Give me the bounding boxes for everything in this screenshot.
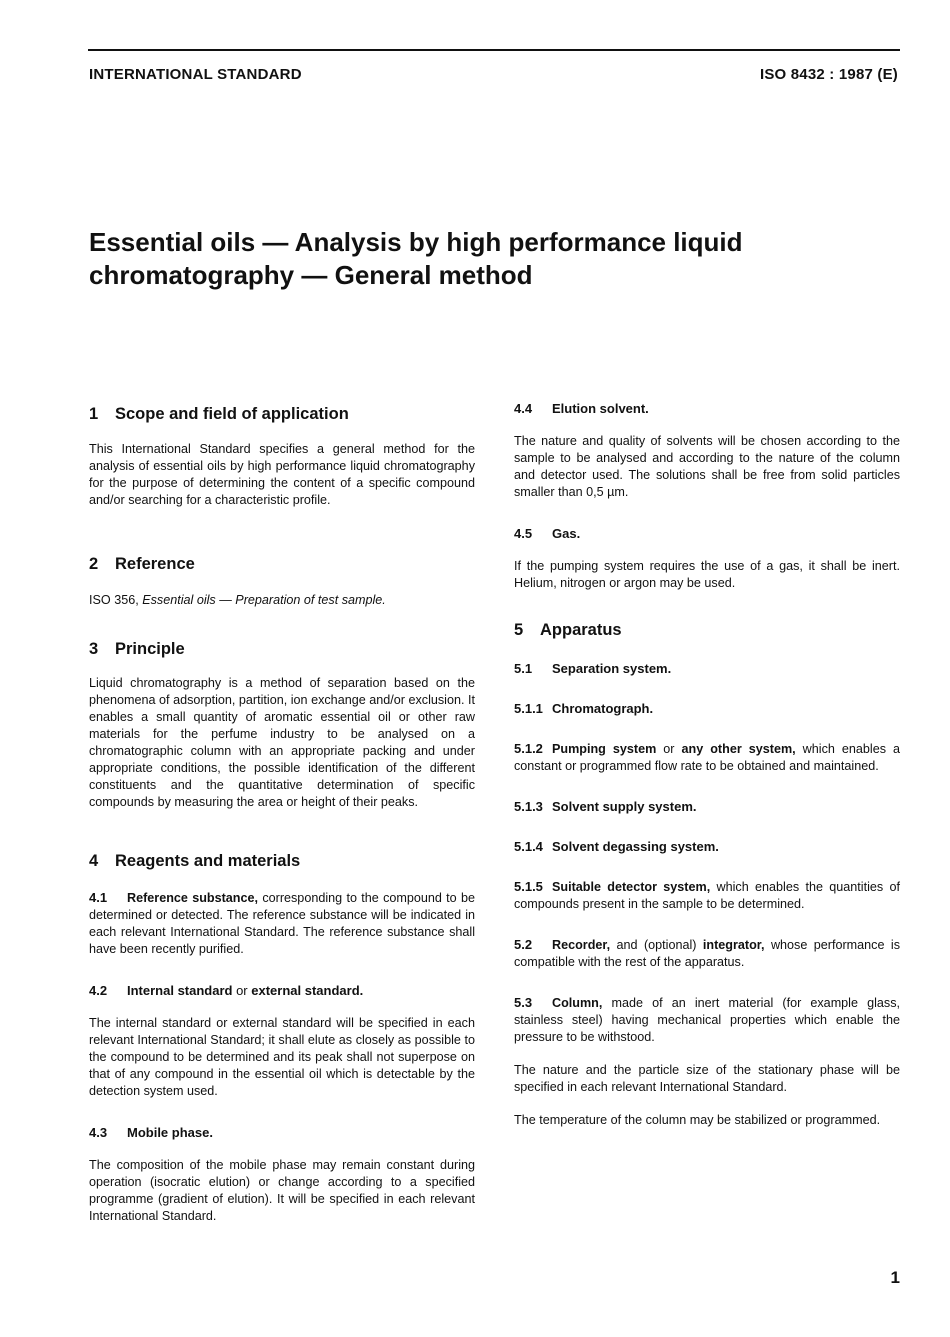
- section-5-1-5-text: 5.1.5 Suitable detector system, which enables the quantities of compounds present in the sample to be determined.: [514, 879, 900, 911]
- section-5-2-text: 5.2 Recorder, and (optional) integrator, whose performance is compatible with the rest of the apparatus.: [514, 937, 900, 969]
- page-number: 1: [890, 1268, 900, 1287]
- section-5-3-paragraph-2: The nature and the particle size of the stationary phase will be specified in each relevant International Standard.: [514, 1063, 900, 1094]
- section-4-4-heading: 4.4 Elution solvent.: [514, 401, 649, 416]
- section-4-2-heading: 4.2 Internal standard or external standard.: [89, 983, 364, 998]
- section-4-3-text: The composition of the mobile phase may remain constant during operation (isocratic elution) or change according to a specified programme (gradient of elution). It will be specified in each relevant International Standard.: [89, 1158, 475, 1223]
- section-5-1-heading: 5.1 Separation system.: [514, 661, 672, 676]
- section-2-reference: ISO 356, Essential oils — Preparation of test sample.: [89, 593, 386, 607]
- section-4-2-text: The internal standard or external standard will be specified in each relevant International Standard; it shall elute as closely as possible to the compound to be determined and its peak shall not superpose on that of any compound in the essential oil which is detectable by the detection system used.: [89, 1016, 475, 1098]
- section-5-3-text: 5.3 Column, made of an inert material (for example glass, stainless steel) having mechanical properties which enable the pressure to be withstood.: [514, 995, 900, 1044]
- section-4-4-text: The nature and quality of solvents will be chosen according to the sample to be analysed and according to the nature of the column and detector used. The solutions shall be free from solid particles smaller than 0,5 µm.: [514, 434, 900, 499]
- standard-number: ISO 8432 : 1987 (E): [759, 66, 898, 83]
- section-5-1-4-heading: 5.1.4 Solvent degassing system.: [514, 839, 719, 854]
- right-column: [514, 400, 900, 1129]
- section-3-text: Liquid chromatography is a method of separation based on the phenomena of adsorption, partition, ion exchange and/or exclusion. It enables a small quantity of aromatic essential oil or other raw materials for the perfume industry to be analysed on a chromatographic column with an appropriate packing and under appropriate conditions, the possible identification of the different constituents and the quantitative determination of specific compounds by measuring the area or height of their peaks.: [89, 676, 475, 809]
- section-5-heading: 5 Apparatus: [514, 621, 622, 639]
- header-rule: [88, 49, 900, 51]
- section-5-1-3-heading: 5.1.3 Solvent supply system.: [514, 799, 697, 814]
- section-1-text: This International Standard specifies a general method for the analysis of essential oils by high performance liquid chromatography for the purpose of determining the content of a specific compound and/or searching for a characteristic profile.: [89, 442, 475, 507]
- section-4-5-heading: 4.5 Gas.: [514, 526, 581, 541]
- section-4-3-heading: 4.3 Mobile phase.: [89, 1125, 213, 1140]
- section-4-1-text: 4.1 Reference substance, corresponding to the compound to be determined or detected. The reference substance will be indicated in each relevant International Standard. The reference substance shall have been recently purified.: [89, 890, 476, 956]
- left-column: [89, 400, 475, 1225]
- section-5-1-1-heading: 5.1.1 Chromatograph.: [514, 701, 654, 716]
- title-line-1: Essential oils — Analysis by high performance liquid: [89, 227, 743, 257]
- section-4-5-text: If the pumping system requires the use of a gas, it shall be inert. Helium, nitrogen or argon may be used.: [514, 559, 900, 590]
- section-5-1-2-text: 5.1.2 Pumping system or any other system, which enables a constant or programmed flow rate to be obtained and maintained.: [514, 741, 901, 773]
- section-2-heading: 2 Reference: [89, 555, 195, 573]
- header-label: INTERNATIONAL STANDARD: [89, 66, 302, 83]
- section-3-heading: 3 Principle: [89, 640, 185, 658]
- section-5-3-paragraph-3: The temperature of the column may be stabilized or programmed.: [514, 1113, 881, 1127]
- section-4-heading: 4 Reagents and materials: [89, 852, 301, 870]
- title-line-2: chromatography — General method: [89, 260, 533, 290]
- document-title: [89, 226, 889, 292]
- section-1-heading: 1 Scope and field of application: [89, 405, 349, 423]
